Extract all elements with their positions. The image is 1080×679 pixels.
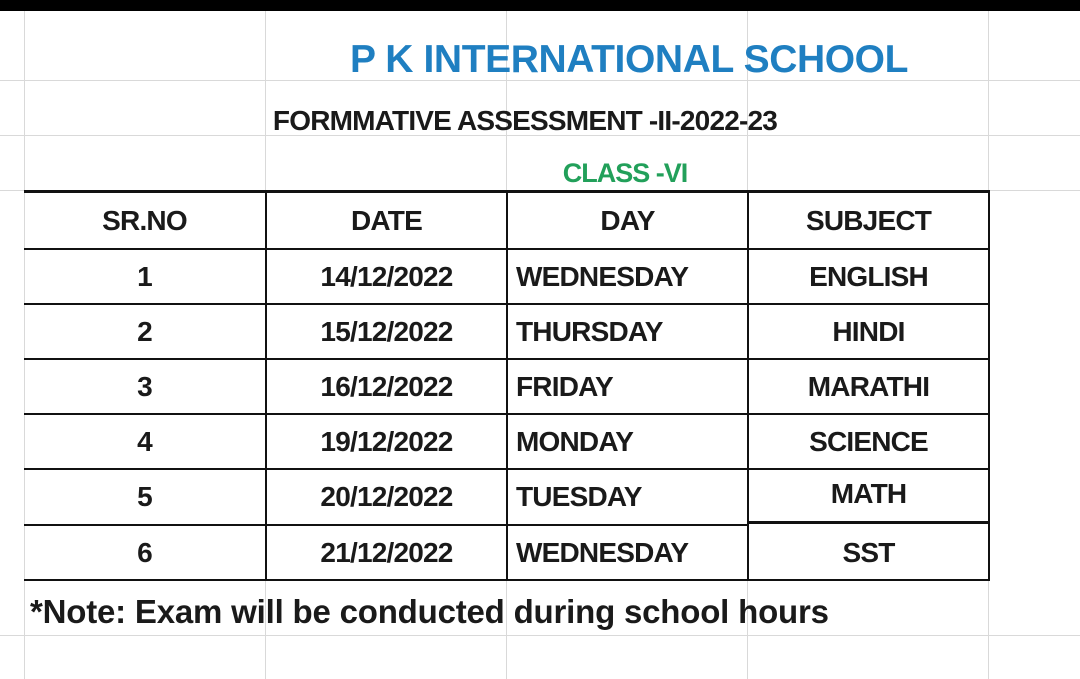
cell-subject: MARATHI [807, 370, 930, 402]
header-date: DATE [351, 204, 422, 236]
cell-date: 20/12/2022 [320, 481, 453, 512]
class-label: CLASS -VI [562, 157, 688, 188]
cell-day: WEDNESDAY [516, 260, 689, 292]
cell-day: WEDNESDAY [516, 536, 689, 568]
cell-sr-no: 3 [137, 370, 152, 402]
cell-sr-no: 2 [137, 315, 152, 347]
table-border [506, 192, 508, 581]
top-bar [0, 0, 1080, 11]
cell-date: 19/12/2022 [320, 425, 453, 457]
cell-date: 15/12/2022 [320, 315, 453, 347]
cell-day: THURSDAY [516, 315, 663, 347]
cell-subject: SCIENCE [809, 425, 928, 457]
school-name: P K INTERNATIONAL SCHOOL [349, 38, 909, 81]
cell-subject: SST [842, 536, 895, 568]
header-subject: SUBJECT [805, 204, 932, 236]
cell-subject: HINDI [832, 315, 905, 347]
cell-day: TUESDAY [516, 481, 642, 512]
cell-sr-no: 6 [137, 536, 152, 568]
cell-day: MONDAY [516, 425, 634, 457]
cell-subject: ENGLISH [809, 260, 928, 292]
cell-day: FRIDAY [516, 370, 613, 402]
cell-date: 16/12/2022 [320, 370, 453, 402]
exam-note: *Note: Exam will be conducted during school hours [30, 593, 829, 630]
cell-sr-no: 1 [137, 260, 152, 292]
cell-date: 14/12/2022 [320, 260, 453, 292]
table-border [748, 521, 990, 524]
spreadsheet[interactable] [0, 11, 1080, 679]
cell-subject: MATH [830, 478, 907, 509]
cell-sr-no: 4 [137, 425, 152, 457]
header-day: DAY [600, 204, 655, 236]
cell-sr-no: 5 [137, 481, 152, 512]
header-sr-no: SR.NO [102, 204, 187, 236]
table-border [988, 192, 990, 581]
cell-date: 21/12/2022 [320, 536, 453, 568]
assessment-title: FORMMATIVE ASSESSMENT -II-2022-23 [272, 105, 778, 136]
